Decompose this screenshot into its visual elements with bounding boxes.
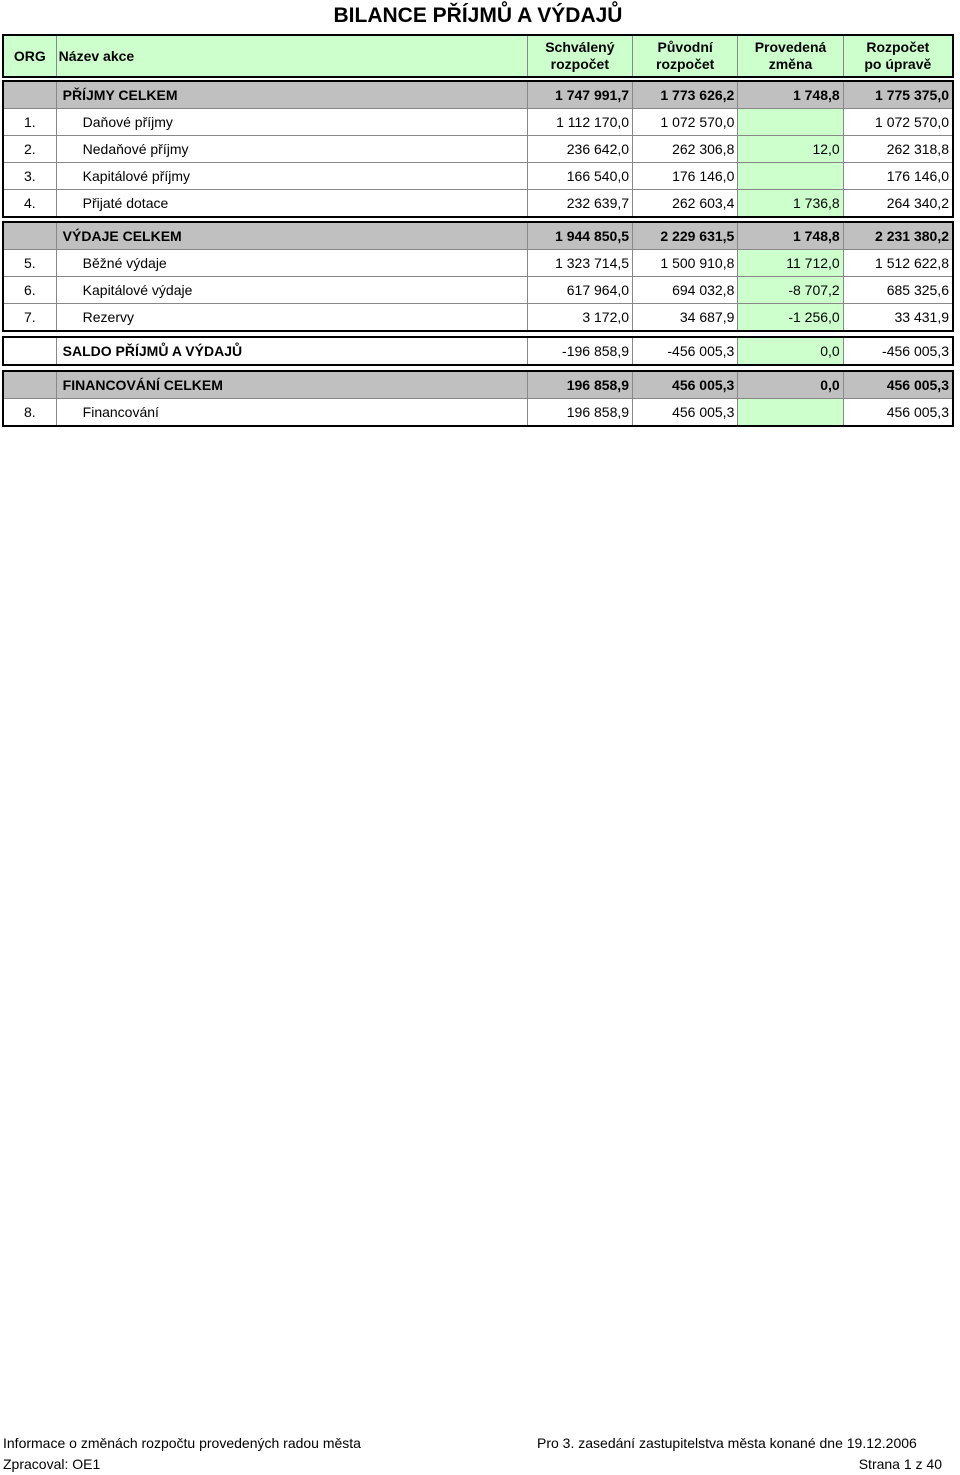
footer-info: Informace o změnách rozpočtu provedených radou města [3, 1435, 361, 1451]
cell-org: 4. [23, 195, 36, 211]
expenditure-total-row [4, 223, 952, 249]
table-row [4, 108, 952, 135]
cell-approved: 1 944 850,5 [527, 223, 632, 249]
cell-adjusted: 176 146,0 [843, 163, 952, 189]
expenditure-section [2, 221, 954, 332]
cell-approved: 236 642,0 [527, 136, 632, 162]
header-change: Provedená změna [737, 36, 842, 76]
financing-section [2, 370, 954, 427]
table-row [4, 189, 952, 216]
cell-adjusted: -456 005,3 [843, 338, 952, 364]
cell-original: 34 687,9 [632, 304, 737, 330]
cell-approved: 3 172,0 [527, 304, 632, 330]
financing-total-row [4, 372, 952, 398]
header-org: ORG [13, 47, 46, 64]
cell-org: 8. [23, 404, 36, 420]
cell-original: 1 773 626,2 [632, 82, 737, 108]
financing-total-label: FINANCOVÁNÍ CELKEM [56, 372, 527, 398]
cell-change: -8 707,2 [737, 277, 842, 303]
cell-change: 0,0 [737, 338, 842, 364]
footer-page-number: Strana 1 z 40 [858, 1456, 942, 1472]
cell-original: 456 005,3 [632, 372, 737, 398]
cell-org: 1. [23, 114, 36, 130]
cell-org: 3. [23, 168, 36, 184]
table-row [4, 276, 952, 303]
cell-adjusted: 456 005,3 [843, 399, 952, 425]
table-row [4, 162, 952, 189]
cell-original: 1 072 570,0 [632, 109, 737, 135]
balance-section [2, 336, 954, 366]
cell-change: 1 748,8 [737, 82, 842, 108]
cell-change [737, 109, 842, 135]
cell-original: 694 032,8 [632, 277, 737, 303]
cell-change: 0,0 [737, 372, 842, 398]
cell-original: 2 229 631,5 [632, 223, 737, 249]
cell-adjusted: 33 431,9 [843, 304, 952, 330]
footer-author: Zpracoval: OE1 [3, 1456, 101, 1472]
cell-approved: 1 112 170,0 [527, 109, 632, 135]
cell-original: 262 603,4 [632, 190, 737, 216]
header-original-budget: Původní rozpočet [632, 36, 737, 76]
header-name: Název akce [56, 36, 527, 76]
expenditure-total-label: VÝDAJE CELKEM [56, 223, 527, 249]
cell-adjusted: 1 072 570,0 [843, 109, 952, 135]
income-total-label: PŘÍJMY CELKEM [56, 82, 527, 108]
page-title: BILANCE PŘÍJMŮ A VÝDAJŮ [333, 4, 623, 27]
cell-change [737, 399, 842, 425]
cell-name: Přijaté dotace [56, 190, 527, 216]
cell-approved: 617 964,0 [527, 277, 632, 303]
cell-approved: -196 858,9 [527, 338, 632, 364]
cell-adjusted: 685 325,6 [843, 277, 952, 303]
cell-change: -1 256,0 [737, 304, 842, 330]
cell-org: 7. [23, 309, 36, 325]
cell-adjusted: 456 005,3 [843, 372, 952, 398]
cell-adjusted: 1 775 375,0 [843, 82, 952, 108]
table-row [4, 135, 952, 162]
cell-name: Nedaňové příjmy [56, 136, 527, 162]
cell-change: 11 712,0 [737, 250, 842, 276]
cell-org: 2. [23, 141, 36, 157]
cell-adjusted: 262 318,8 [843, 136, 952, 162]
table-row [4, 398, 952, 425]
cell-change [737, 163, 842, 189]
cell-change: 1 748,8 [737, 223, 842, 249]
header-approved-budget: Schválený rozpočet [527, 36, 632, 76]
cell-name: Běžné výdaje [56, 250, 527, 276]
cell-original: -456 005,3 [632, 338, 737, 364]
table-header [2, 34, 954, 78]
cell-approved: 1 323 714,5 [527, 250, 632, 276]
header-adjusted-budget: Rozpočet po úpravě [843, 36, 952, 76]
income-section [2, 80, 954, 218]
table-row [4, 249, 952, 276]
cell-approved: 232 639,7 [527, 190, 632, 216]
cell-change: 1 736,8 [737, 190, 842, 216]
footer-meeting: Pro 3. zasedání zastupitelstva města konané dne 19.12.2006 [537, 1435, 917, 1451]
cell-approved: 196 858,9 [527, 399, 632, 425]
table-row [4, 303, 952, 330]
cell-name: Rezervy [56, 304, 527, 330]
cell-name: Daňové příjmy [56, 109, 527, 135]
cell-org: 6. [23, 282, 36, 298]
cell-adjusted: 264 340,2 [843, 190, 952, 216]
cell-change: 12,0 [737, 136, 842, 162]
cell-approved: 1 747 991,7 [527, 82, 632, 108]
cell-approved: 166 540,0 [527, 163, 632, 189]
balance-row [4, 338, 952, 364]
cell-adjusted: 1 512 622,8 [843, 250, 952, 276]
cell-original: 262 306,8 [632, 136, 737, 162]
cell-adjusted: 2 231 380,2 [843, 223, 952, 249]
cell-approved: 196 858,9 [527, 372, 632, 398]
cell-org: 5. [23, 255, 36, 271]
balance-label: SALDO PŘÍJMŮ A VÝDAJŮ [56, 338, 527, 364]
cell-name: Kapitálové příjmy [56, 163, 527, 189]
cell-name: Kapitálové výdaje [56, 277, 527, 303]
cell-name: Financování [56, 399, 527, 425]
cell-original: 1 500 910,8 [632, 250, 737, 276]
cell-original: 176 146,0 [632, 163, 737, 189]
income-total-row [4, 82, 952, 108]
cell-original: 456 005,3 [632, 399, 737, 425]
